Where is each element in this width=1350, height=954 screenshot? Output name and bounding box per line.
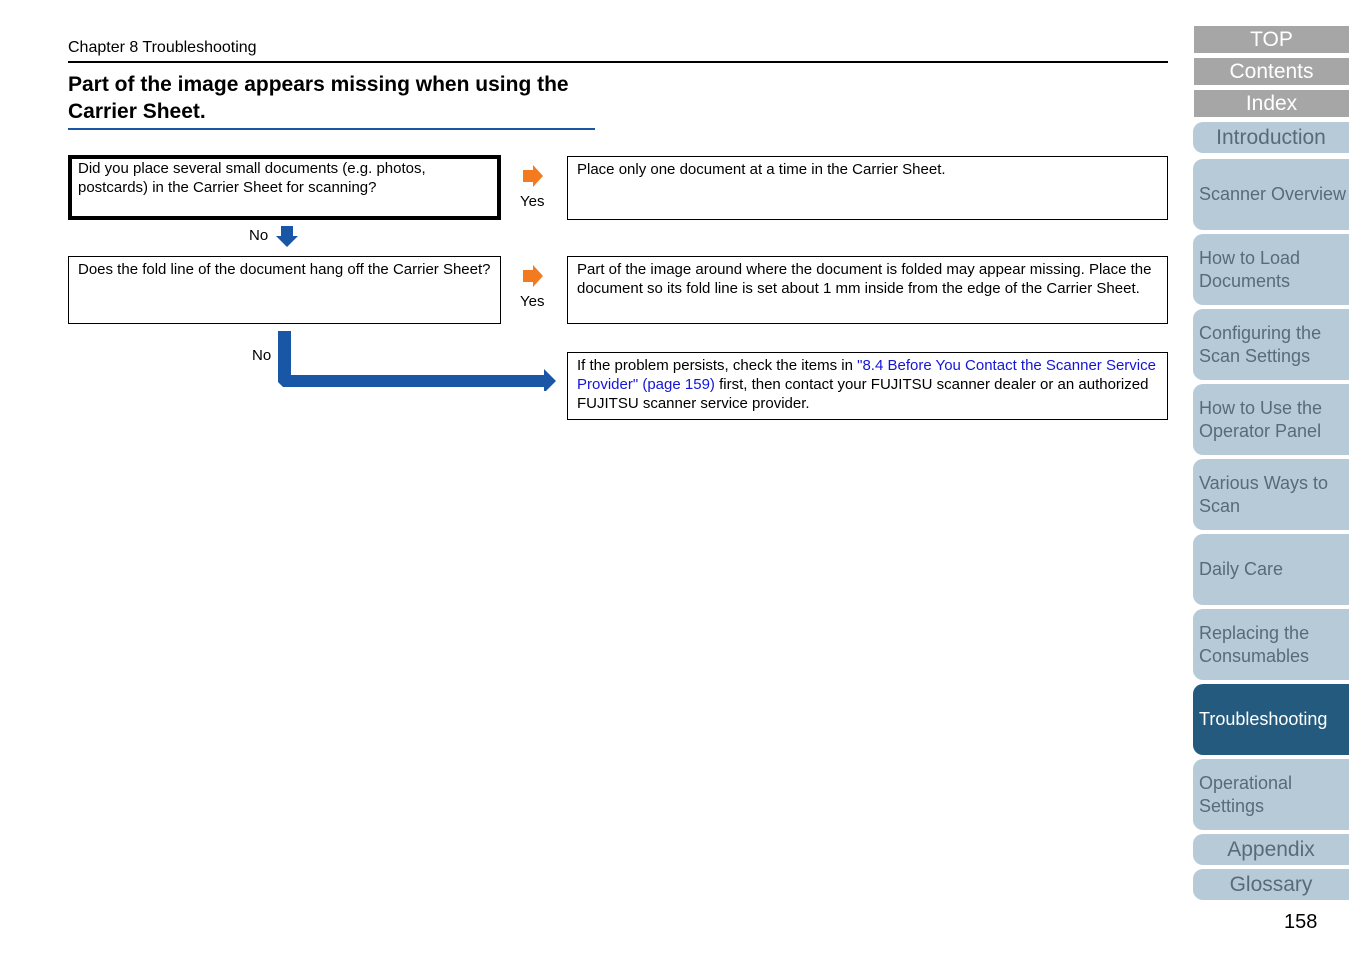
no-arrow-elbow-icon: [278, 331, 558, 391]
final-box: [567, 352, 1168, 420]
chapter-heading: Chapter 8 Troubleshooting: [68, 39, 257, 56]
tab-scanner-overview[interactable]: Scanner Overview: [1193, 159, 1349, 230]
page-title: Part of the image appears missing when using the Carrier Sheet.: [68, 73, 569, 123]
answer-2-text: Part of the image around where the document is folded may appear missing. Place the document so its fold line is set about 1 mm inside from the edge of the Carrier Sheet.: [577, 261, 1152, 297]
tab-configuring-scan-settings[interactable]: Configuring the Scan Settings: [1193, 309, 1349, 380]
contact-provider-link[interactable]: "8.4 Before You Contact the Scanner Service Provider" (page 159): [577, 357, 1156, 393]
top-button[interactable]: TOP: [1194, 26, 1349, 53]
final-text-prefix: If the problem persists, check the items in: [577, 357, 858, 374]
yes-arrow-icon: [522, 265, 544, 287]
title-underline: [68, 128, 595, 130]
tab-troubleshooting[interactable]: Troubleshooting: [1193, 684, 1349, 755]
question-box-2: [68, 256, 501, 324]
tab-daily-care[interactable]: Daily Care: [1193, 534, 1349, 605]
page-number: 158: [1284, 911, 1318, 933]
tab-glossary[interactable]: Glossary: [1193, 869, 1349, 900]
yes-label-2: Yes: [520, 293, 545, 310]
tab-various-ways-to-scan[interactable]: Various Ways to Scan: [1193, 459, 1349, 530]
tab-operational-settings[interactable]: Operational Settings: [1193, 759, 1349, 830]
final-text-suffix: first, then contact your FUJITSU scanner dealer or an authorized FUJITSU scanner service provider.: [577, 376, 1149, 412]
yes-arrow-icon: [522, 165, 544, 187]
contents-button[interactable]: Contents: [1194, 58, 1349, 85]
question-1-text: Did you place several small documents (e.g. photos, postcards) in the Carrier Sheet for scanning?: [78, 160, 426, 196]
tab-introduction[interactable]: Introduction: [1193, 122, 1349, 153]
no-label-1: No: [249, 227, 269, 244]
answer-box-2: [567, 256, 1168, 324]
yes-label-1: Yes: [520, 193, 545, 210]
index-button[interactable]: Index: [1194, 90, 1349, 117]
no-label-2: No: [252, 347, 272, 364]
answer-box-1: [567, 156, 1168, 220]
tab-replacing-consumables[interactable]: Replacing the Consumables: [1193, 609, 1349, 680]
tab-how-to-load-documents[interactable]: How to Load Documents: [1193, 234, 1349, 305]
tab-appendix[interactable]: Appendix: [1193, 834, 1349, 865]
question-2-text: Does the fold line of the document hang off the Carrier Sheet?: [78, 261, 491, 278]
chapter-rule: [68, 61, 1168, 63]
question-box-1: [68, 155, 501, 220]
tab-operator-panel[interactable]: How to Use the Operator Panel: [1193, 384, 1349, 455]
answer-1-text: Place only one document at a time in the Carrier Sheet.: [577, 161, 946, 178]
no-arrow-down-icon: [276, 226, 298, 248]
